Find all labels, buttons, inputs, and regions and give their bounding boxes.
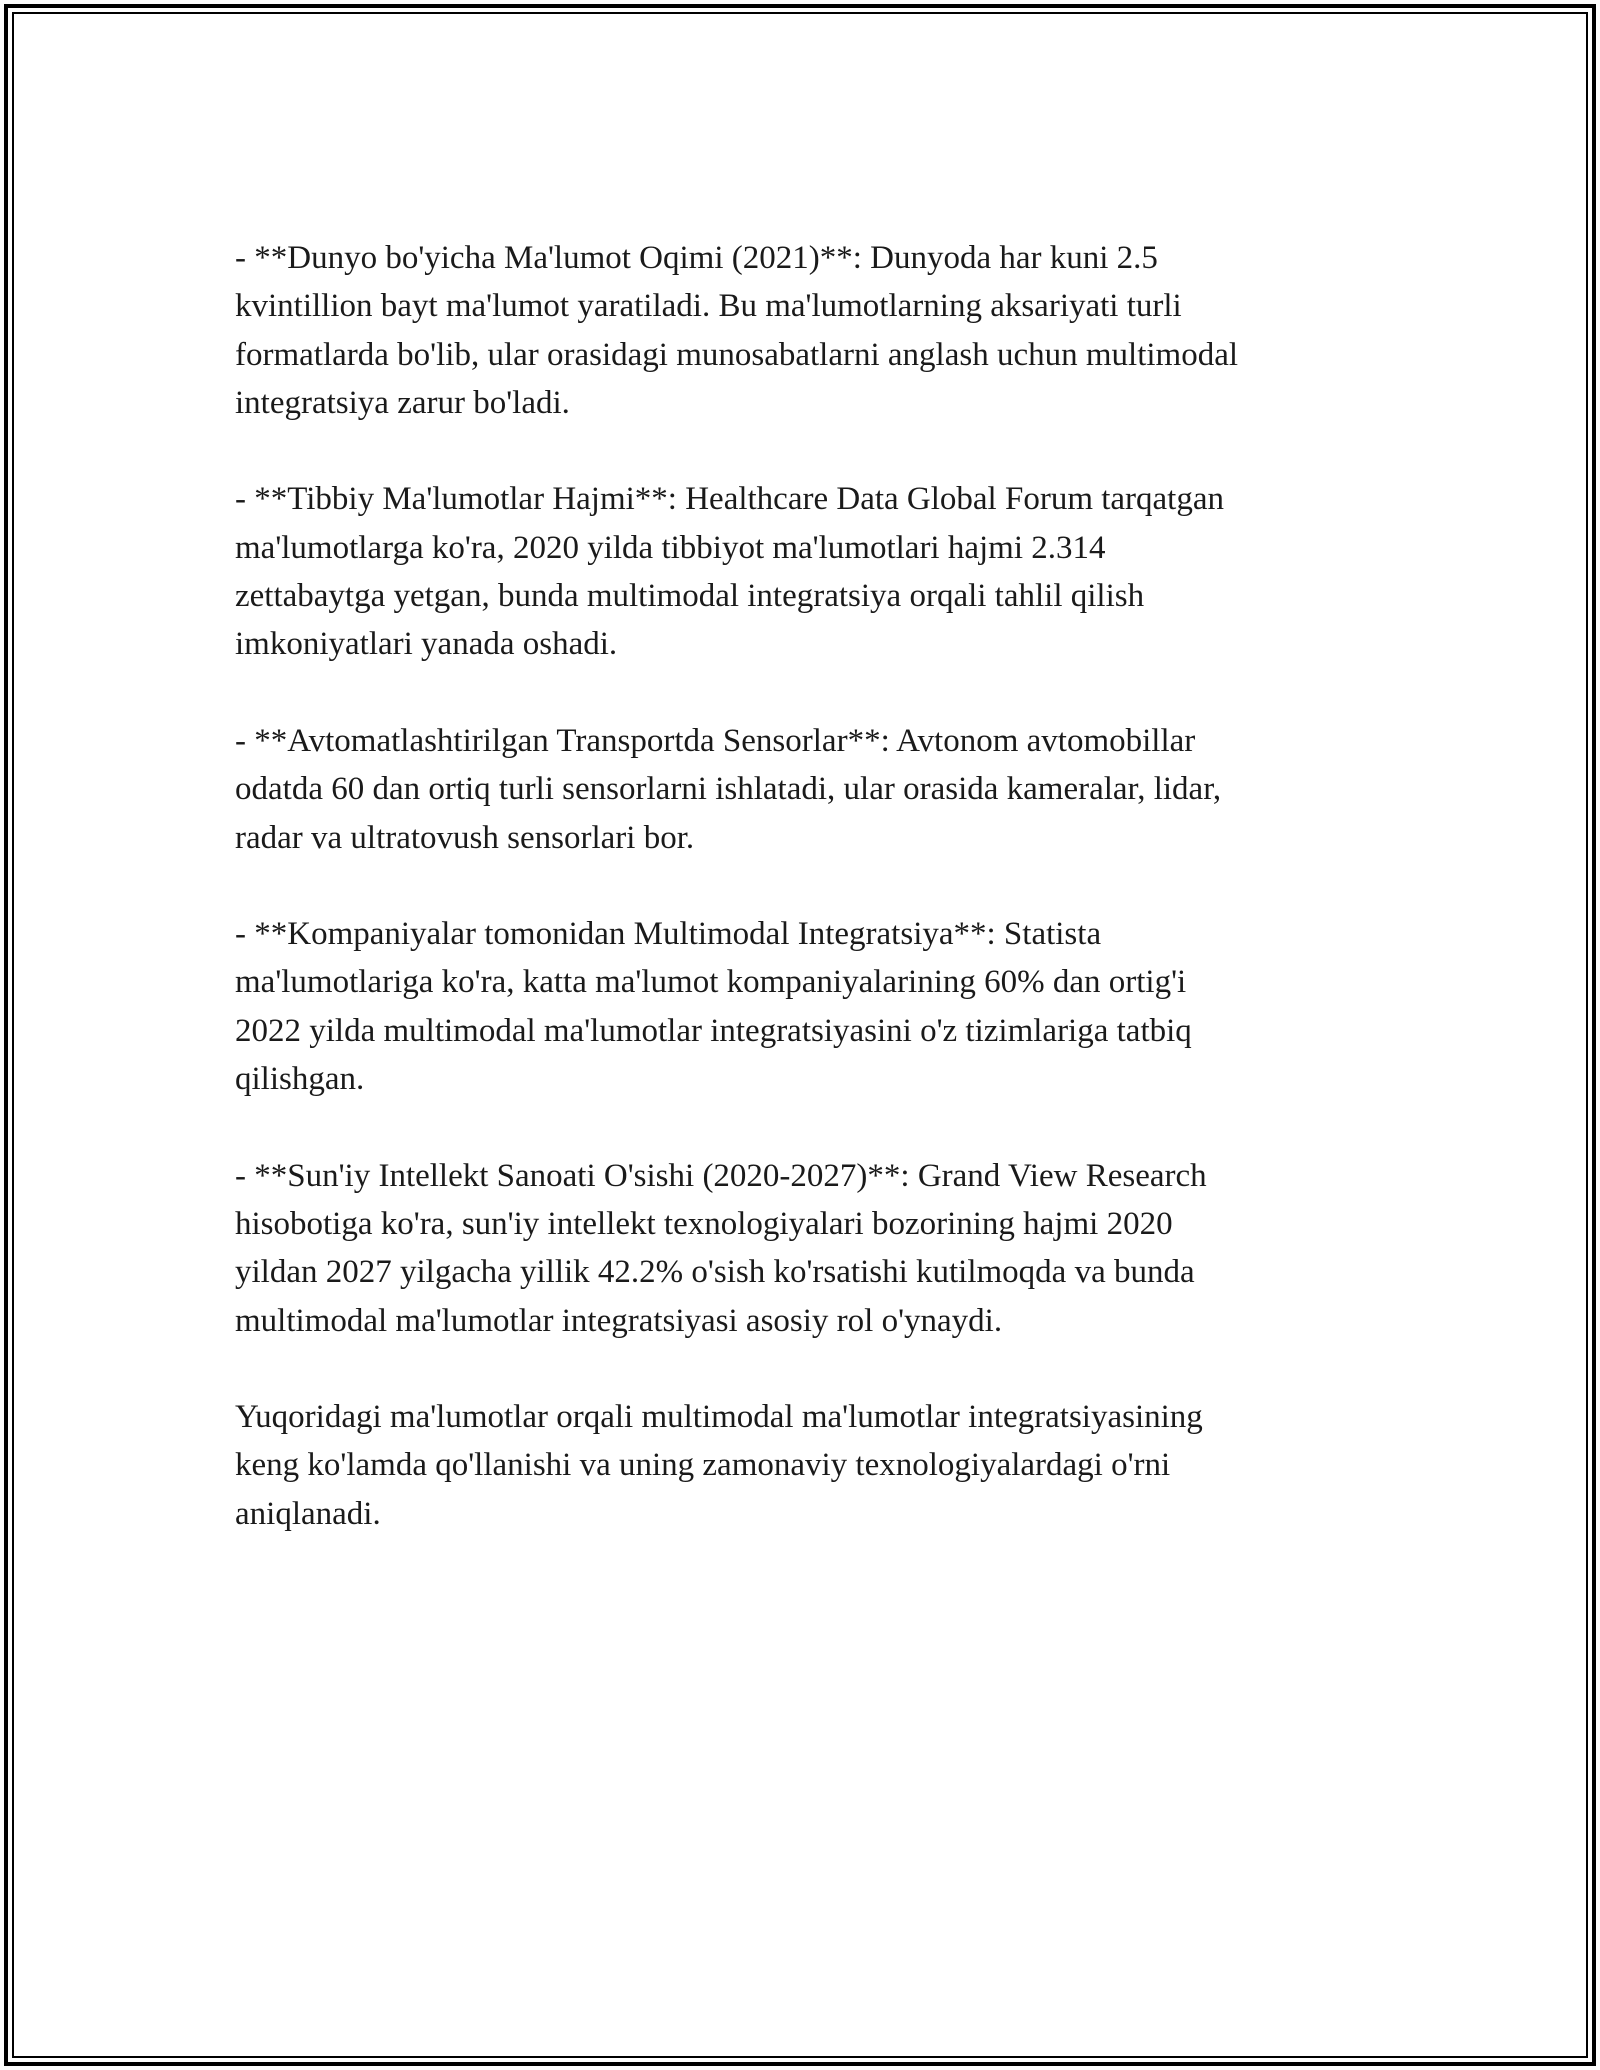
text-line: - **Dunyo bo'yicha Ma'lumot Oqimi (2021)**: Dunyoda har kuni 2.5 <box>235 240 1158 276</box>
text-line: - **Tibbiy Ma'lumotlar Hajmi**: Healthcare Data Global Forum tarqatgan <box>235 481 1225 518</box>
paragraph-transport-sensors <box>235 717 1375 862</box>
text-line: formatlarda bo'lib, ular orasidagi munosabatlarni anglash uchun multimodal <box>235 336 1239 373</box>
text-line: imkoniyatlari yanada oshadi. <box>235 626 618 663</box>
paragraph-conclusion <box>235 1393 1375 1538</box>
paragraph-world-data-flow <box>235 234 1375 427</box>
text-line: ma'lumotlarga ko'ra, 2020 yilda tibbiyot ma'lumotlari hajmi 2.314 <box>235 529 1106 566</box>
text-line: aniqlanadi. <box>235 1495 381 1532</box>
paragraph-medical-data-volume <box>235 475 1375 668</box>
text-line: - **Avtomatlashtirilgan Transportda Sensorlar**: Avtonom avtomobillar <box>235 722 1196 759</box>
text-line: multimodal ma'lumotlar integratsiyasi asosiy rol o'ynaydi. <box>235 1302 1003 1339</box>
text-line: hisobotiga ko'ra, sun'iy intellekt texnologiyalari bozorining hajmi 2020 <box>235 1205 1173 1242</box>
text-line: yildan 2027 yilgacha yillik 42.2% o'sish ko'rsatishi kutilmoqda va bunda <box>235 1254 1195 1291</box>
text-line: kvintillion bayt ma'lumot yaratiladi. Bu ma'lumotlarning aksariyati turli <box>235 288 1182 325</box>
text-line: - **Kompaniyalar tomonidan Multimodal Integratsiya**: Statista <box>235 916 1102 953</box>
text-line: 2022 yilda multimodal ma'lumotlar integratsiyasini o'z tizimlariga tatbiq <box>235 1012 1192 1049</box>
text-line: odatda 60 dan ortiq turli sensorlarni ishlatadi, ular orasida kameralar, lidar, <box>235 771 1222 808</box>
text-line: zettabaytga yetgan, bunda multimodal integratsiya orqali tahlil qilish <box>235 578 1145 615</box>
text-line: integratsiya zarur bo'ladi. <box>235 384 570 421</box>
paragraph-company-integration <box>235 910 1375 1103</box>
text-line: Yuqoridagi ma'lumotlar orqali multimodal ma'lumotlar integratsiyasining <box>235 1399 1203 1436</box>
text-line: radar va ultratovush sensorlari bor. <box>235 819 695 856</box>
text-line: qilishgan. <box>235 1061 365 1098</box>
paragraph-ai-industry-growth <box>235 1152 1375 1345</box>
document-body <box>235 234 1375 1586</box>
text-line: - **Sun'iy Intellekt Sanoati O'sishi (2020-2027)**: Grand View Research <box>235 1157 1207 1194</box>
text-line: ma'lumotlariga ko'ra, katta ma'lumot kompaniyalarining 60% dan ortig'i <box>235 964 1187 1001</box>
text-line: keng ko'lamda qo'llanishi va uning zamonaviy texnologiyalardagi o'rni <box>235 1447 1171 1484</box>
